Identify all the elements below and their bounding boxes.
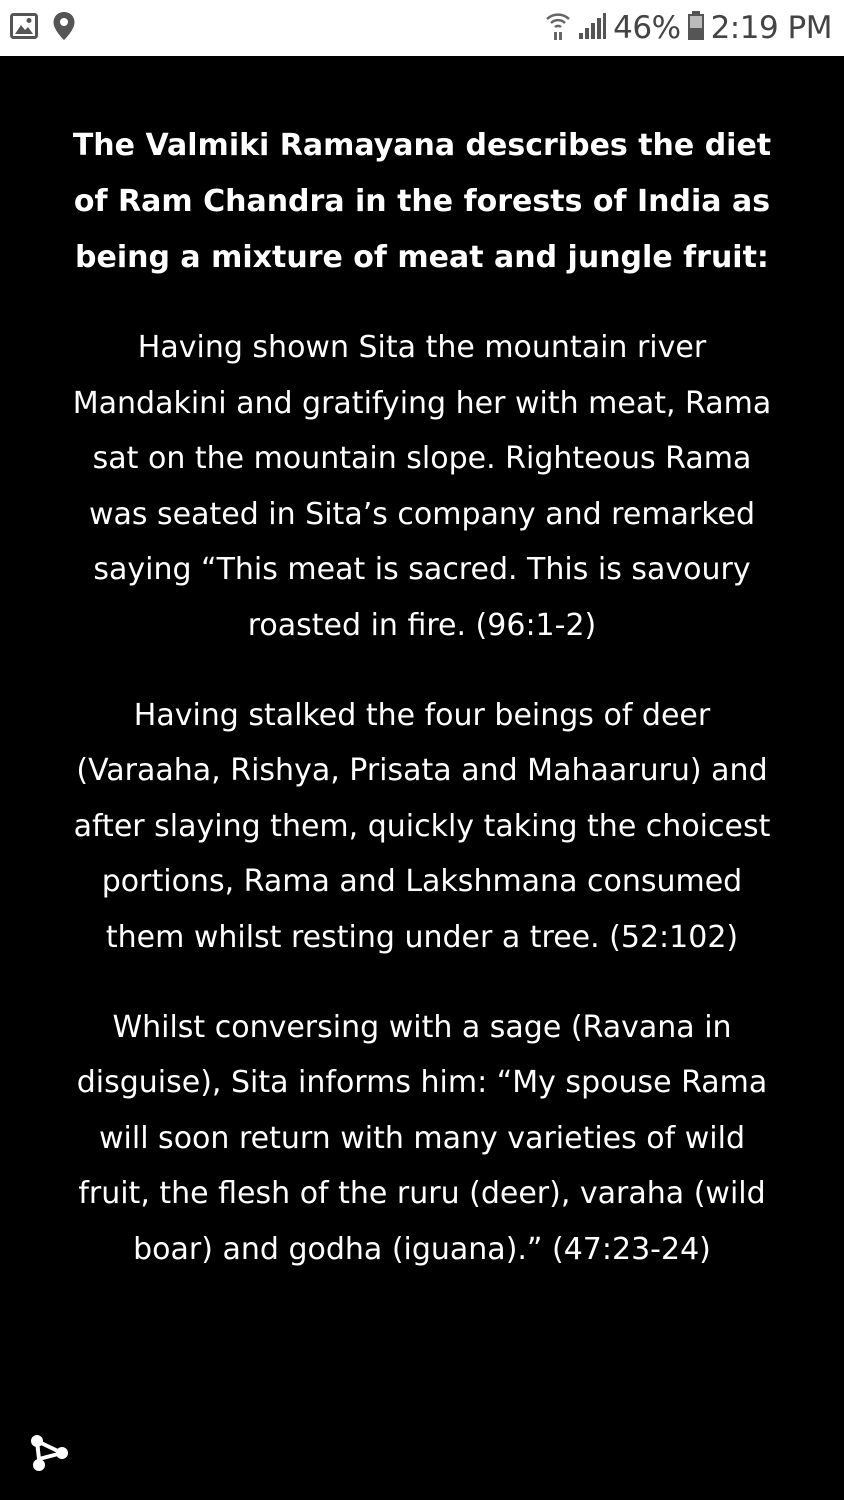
signal-icon [577, 12, 607, 45]
quote-paragraph: Having stalked the four beings of deer (Varaaha, Rishya, Prisata and Mahaaruru) and after slaying them, quickly taking the choicest portions, Rama and Lakshmana consumed them whilst resting under a tree. (52:102) [73, 697, 771, 955]
share-icon [28, 1432, 70, 1474]
status-left [10, 12, 76, 44]
quote-paragraph: Whilst conversing with a sage (Ravana in disguise), Sita informs him: “My spouse Rama will soon return with many varieties of wild fruit, the flesh of the ruru (deer), varaha (wild boar) and godha (iguana).” (47:23-24) [76, 1009, 768, 1267]
status-bar [0, 0, 844, 56]
wifi-calling-icon [545, 11, 571, 46]
battery-percent: 46% [613, 10, 681, 46]
article-content [60, 118, 784, 1312]
clock: 2:19 PM [710, 10, 832, 46]
article-heading: The Valmiki Ramayana describes the diet of Ram Chandra in the forests of India as being a mixture of meat and jungle fruit: [72, 128, 772, 275]
location-pin-icon [52, 11, 76, 46]
quote-paragraph: Having shown Sita the mountain river Mandakini and gratifying her with meat, Rama sat on the mountain slope. Righteous Rama was seated in Sita’s company and remarked saying “This meat is sacred. This is savoury roasted in fire. (96:1-2) [72, 330, 772, 643]
gallery-icon [10, 13, 38, 44]
share-button[interactable] [28, 1432, 70, 1474]
battery-icon [687, 11, 705, 46]
status-right [545, 8, 832, 48]
